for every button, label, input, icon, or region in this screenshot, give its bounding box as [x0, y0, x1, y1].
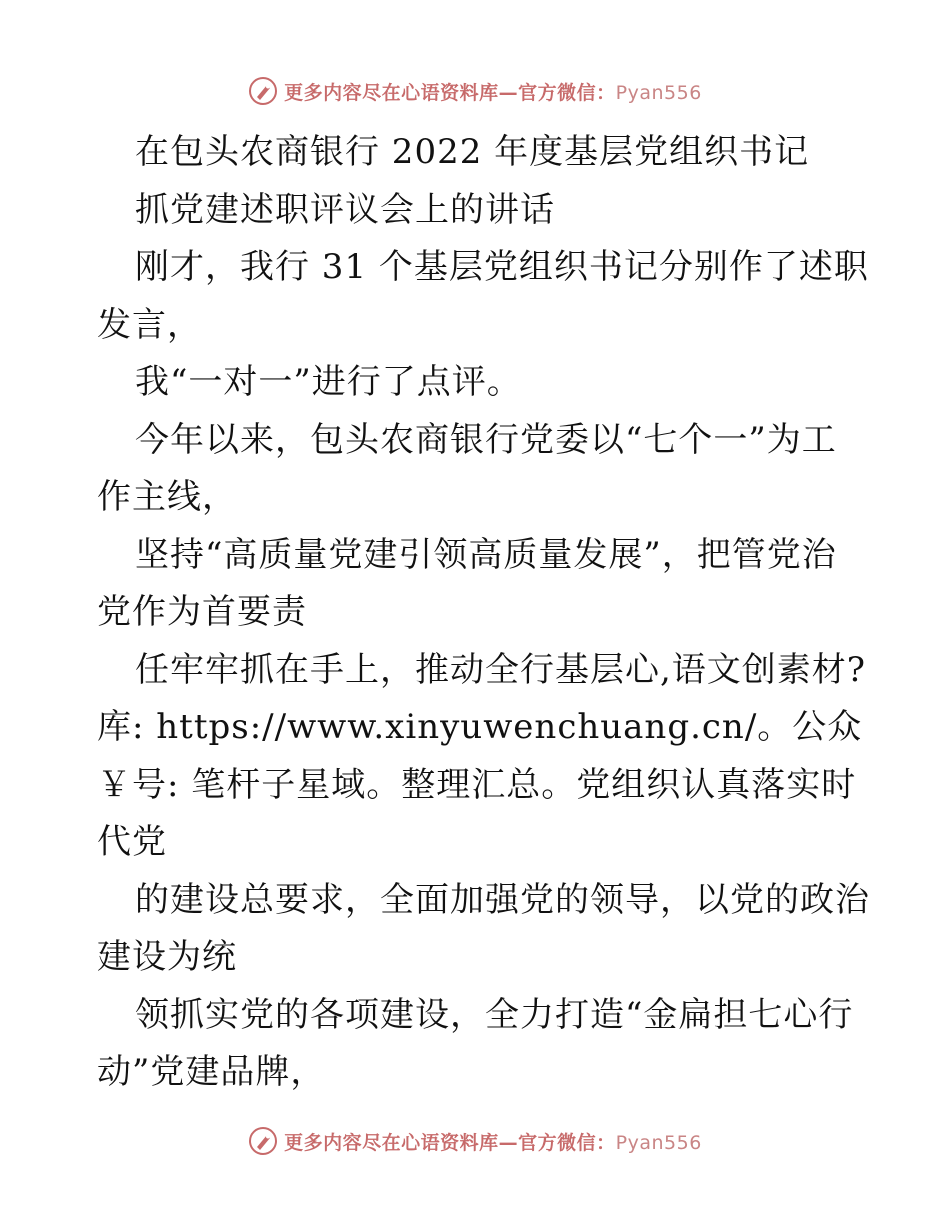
document-title-line-1: 在包头农商银行 2022 年度基层党组织书记 — [135, 132, 810, 172]
paragraph-line: 建设为统 — [97, 937, 237, 977]
paragraph-line: 刚才，我行 31 个基层党组织书记分别作了述职 — [135, 247, 869, 287]
watermark-wechat-id: Pyan556 — [615, 81, 702, 104]
watermark-text — [284, 78, 702, 105]
watermark-label: 更多内容尽在心语资料库—官方微信： — [284, 1131, 616, 1154]
paragraph-line: 领抓实党的各项建设，全力打造“金扁担七心行 — [135, 994, 854, 1035]
watermark-text — [284, 1128, 702, 1155]
paragraph-line: 库: https://www.xinyuwenchuang.cn/。公众 — [97, 707, 863, 747]
document-title-line-2: 抓党建述职评议会上的讲话 — [135, 189, 555, 230]
pen-nib-seal-icon — [248, 76, 278, 106]
paragraph-line: 任牢牢抓在手上，推动全行基层心,语文创素材? — [135, 649, 867, 690]
paragraph-line: 党作为首要责 — [97, 592, 307, 632]
paragraph-line: 作主线， — [97, 477, 237, 517]
paragraph-line: 发言， — [97, 304, 202, 345]
document-body — [97, 124, 870, 1102]
paragraph-line: ￥号: 笔杆子星域。整理汇总。党组织认真落实时 — [97, 764, 857, 805]
paragraph-line: 今年以来，包头农商银行党委以“七个一”为工 — [135, 419, 837, 460]
watermark-wechat-id: Pyan556 — [615, 1131, 702, 1154]
paragraph-line: 我“一对一”进行了点评。 — [135, 362, 522, 402]
paragraph-line: 坚持“高质量党建引领高质量发展”，把管党治 — [135, 534, 837, 575]
watermark-header — [0, 71, 950, 111]
paragraph-line: 动”党建品牌， — [97, 1052, 326, 1092]
paragraph-line: 代党 — [97, 822, 167, 862]
watermark-label: 更多内容尽在心语资料库—官方微信： — [284, 81, 616, 104]
paragraph-line: 的建设总要求，全面加强党的领导，以党的政治 — [135, 879, 870, 920]
watermark-footer — [0, 1121, 950, 1161]
pen-nib-seal-icon — [248, 1126, 278, 1156]
